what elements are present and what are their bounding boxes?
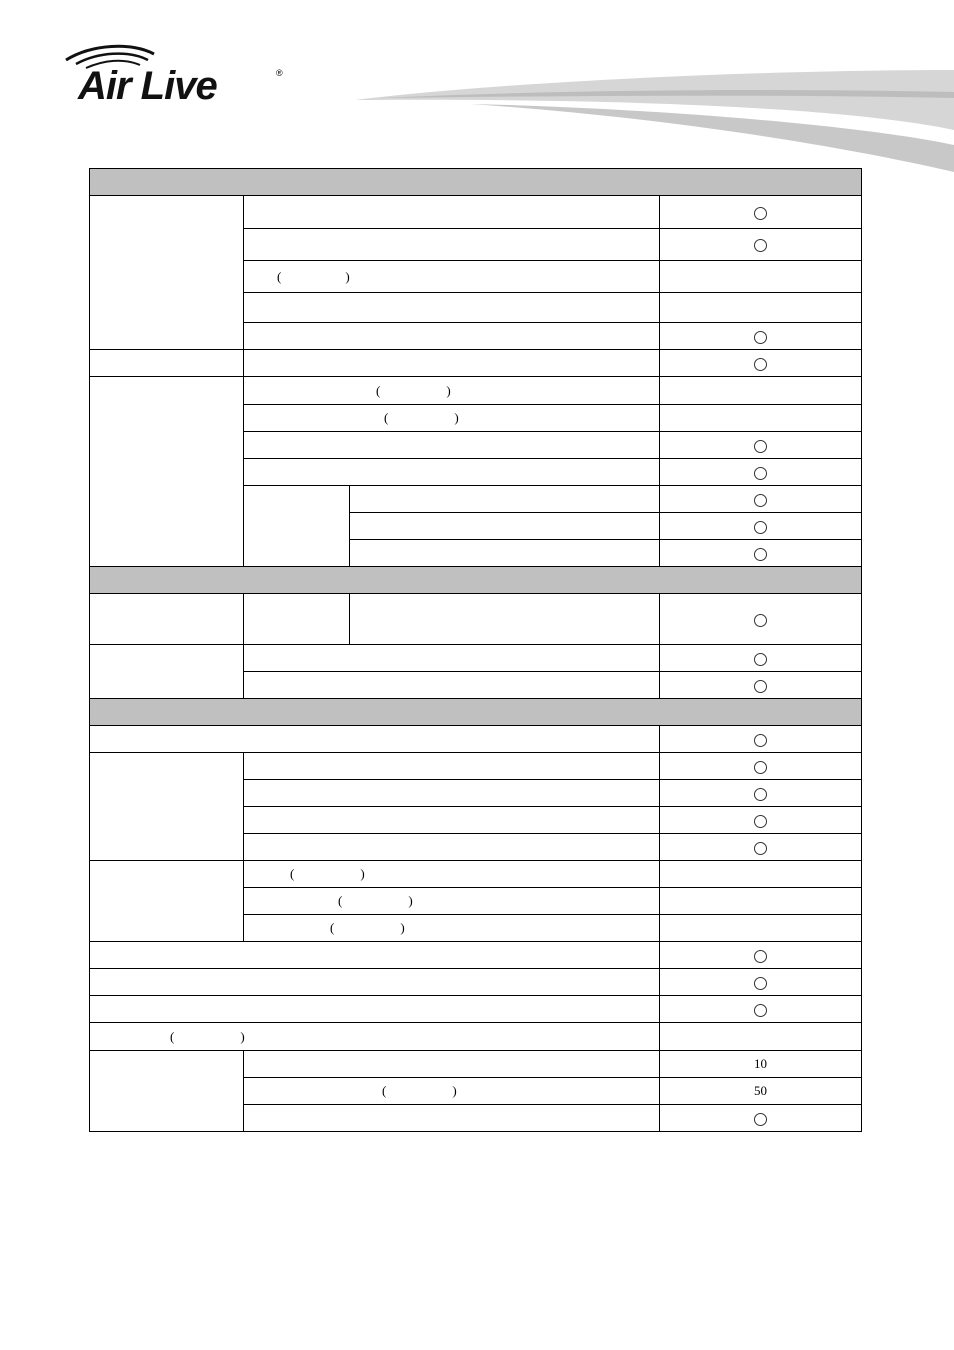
circle-mark-icon (754, 207, 767, 220)
value-cell (660, 915, 862, 942)
paren-open: ( (330, 920, 335, 935)
paren-close: ) (360, 866, 365, 881)
circle-mark-icon (754, 614, 767, 627)
item-cell (90, 969, 660, 996)
circle-mark-icon (754, 494, 767, 507)
table-row (90, 377, 862, 405)
value-cell (660, 323, 862, 350)
paren-open: ( (338, 893, 343, 908)
circle-mark-icon (754, 521, 767, 534)
value-cell (660, 942, 862, 969)
value-cell (660, 807, 862, 834)
circle-mark-icon (754, 788, 767, 801)
circle-mark-icon (754, 815, 767, 828)
paren-open: ( (277, 268, 282, 284)
value-cell (660, 1023, 862, 1051)
table-row (90, 645, 862, 672)
item-cell (244, 1051, 660, 1078)
circle-mark-icon (754, 239, 767, 252)
paren-open: ( (290, 866, 295, 881)
table-row (90, 350, 862, 377)
item-cell (244, 1078, 660, 1105)
circle-mark-icon (754, 548, 767, 561)
item-cell (244, 915, 660, 942)
value-cell: 10 (660, 1051, 862, 1078)
group-cell (90, 377, 244, 567)
item-cell (350, 513, 660, 540)
item-cell (244, 780, 660, 807)
value-cell (660, 645, 862, 672)
item-cell (244, 1105, 660, 1132)
circle-mark-icon (754, 331, 767, 344)
item-cell (244, 834, 660, 861)
value-cell (660, 405, 862, 432)
value-cell (660, 780, 862, 807)
value-cell (660, 459, 862, 486)
item-cell (244, 293, 660, 323)
paren-close: ) (408, 893, 413, 908)
item-cell (90, 942, 660, 969)
paren-open: ( (376, 382, 381, 398)
circle-mark-icon (754, 734, 767, 747)
item-cell (244, 405, 660, 432)
table-row (90, 942, 862, 969)
section-header-row (90, 169, 862, 196)
value-cell (660, 261, 862, 293)
logo-text: Air Live (78, 64, 217, 108)
paren-close: ) (446, 382, 451, 398)
circle-mark-icon (754, 358, 767, 371)
table-row (90, 1023, 862, 1051)
table-row (90, 1051, 862, 1078)
value-cell (660, 594, 862, 645)
value-cell (660, 196, 862, 229)
section-header (90, 567, 862, 594)
item-cell (350, 594, 660, 645)
item-cell (350, 540, 660, 567)
section-header-row (90, 699, 862, 726)
value-cell (660, 726, 862, 753)
circle-mark-icon (754, 653, 767, 666)
value-cell (660, 861, 862, 888)
item-cell (350, 486, 660, 513)
value-cell (660, 969, 862, 996)
value-cell (660, 834, 862, 861)
group-cell (90, 594, 244, 645)
registered-mark: ® (276, 68, 283, 78)
value-cell (660, 377, 862, 405)
circle-mark-icon (754, 761, 767, 774)
table-row (90, 969, 862, 996)
circle-mark-icon (754, 950, 767, 963)
item-cell (244, 459, 660, 486)
value-cell (660, 888, 862, 915)
item-cell (244, 323, 660, 350)
item-cell (90, 1023, 660, 1051)
circle-mark-icon (754, 680, 767, 693)
circle-mark-icon (754, 467, 767, 480)
table-row (90, 753, 862, 780)
table-row (90, 996, 862, 1023)
value-cell (660, 229, 862, 261)
item-cell (244, 807, 660, 834)
item-cell (244, 888, 660, 915)
circle-mark-icon (754, 842, 767, 855)
subgroup-cell (244, 486, 350, 567)
item-cell (244, 350, 660, 377)
circle-mark-icon (754, 440, 767, 453)
specification-table (89, 168, 862, 1132)
paren-open: ( (384, 410, 389, 425)
value-cell (660, 672, 862, 699)
section-header-row (90, 567, 862, 594)
table-row (90, 726, 862, 753)
item-cell (244, 196, 660, 229)
paren-close: ) (454, 410, 459, 425)
item-cell (244, 672, 660, 699)
value-cell (660, 513, 862, 540)
value-cell (660, 540, 862, 567)
circle-mark-icon (754, 1004, 767, 1017)
table-row (90, 594, 862, 645)
group-cell (90, 1051, 244, 1132)
value-cell (660, 996, 862, 1023)
item-cell (244, 432, 660, 459)
circle-mark-icon (754, 1113, 767, 1126)
value-cell (660, 293, 862, 323)
item-cell (244, 861, 660, 888)
paren-close: ) (345, 268, 350, 284)
paren-close: ) (400, 920, 405, 935)
paren-close: ) (240, 1028, 245, 1044)
group-cell (90, 645, 244, 699)
section-header (90, 169, 862, 196)
value-cell (660, 1105, 862, 1132)
value-cell (660, 350, 862, 377)
group-cell (90, 350, 244, 377)
item-cell (244, 261, 660, 293)
paren-open: ( (382, 1083, 387, 1098)
value-cell (660, 753, 862, 780)
table-row (90, 861, 862, 888)
item-cell (244, 229, 660, 261)
section-header (90, 699, 862, 726)
paren-open: ( (170, 1028, 175, 1044)
paren-close: ) (452, 1083, 457, 1098)
group-cell (90, 861, 244, 942)
circle-mark-icon (754, 977, 767, 990)
item-cell (90, 726, 660, 753)
value-cell (660, 432, 862, 459)
group-cell (90, 196, 244, 350)
subgroup-cell (244, 594, 350, 645)
item-cell (90, 996, 660, 1023)
airlive-logo (62, 42, 292, 106)
value-cell: 50 (660, 1078, 862, 1105)
value-cell (660, 486, 862, 513)
group-cell (90, 753, 244, 861)
item-cell (244, 645, 660, 672)
table-row (90, 196, 862, 229)
item-cell (244, 753, 660, 780)
item-cell (244, 377, 660, 405)
